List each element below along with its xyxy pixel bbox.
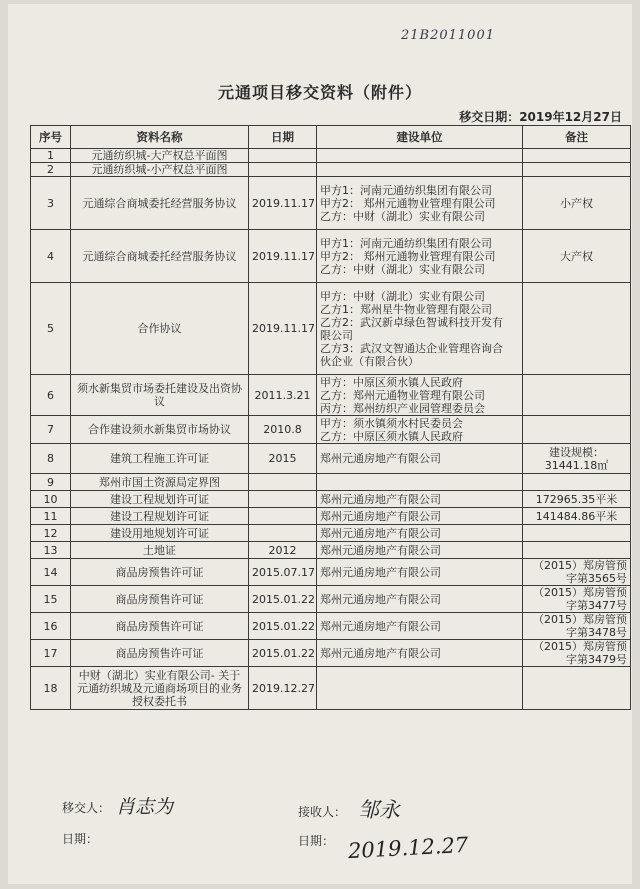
table-row	[31, 163, 631, 177]
document-name: 元通综合商城委托经营服务协议	[71, 177, 249, 230]
document-name: 合作建设须水新集贸市场协议	[71, 416, 249, 444]
document-date: 2015	[249, 444, 317, 474]
table-row	[31, 508, 631, 525]
construction-unit	[317, 542, 523, 559]
unit-line: 甲方1：河南元通纺织集团有限公司	[320, 183, 492, 197]
unit-line: 乙方：中财（湖北）实业有限公司	[320, 209, 485, 223]
handover-label: 移交人：	[62, 801, 111, 815]
unit-line: 乙方2：武汉新卓绿色智诚科技开发有	[320, 315, 503, 329]
remark: 172965.35平米	[523, 491, 631, 508]
document-name: 建设工程规划许可证	[71, 491, 249, 508]
remark	[523, 149, 631, 163]
row-number: 15	[31, 586, 71, 613]
document-date	[249, 149, 317, 163]
row-number: 6	[31, 375, 71, 416]
document-date: 2012	[249, 542, 317, 559]
document-page	[8, 4, 632, 884]
document-name: 商品房预售许可证	[71, 613, 249, 640]
document-name: 建设用地规划许可证	[71, 525, 249, 542]
construction-unit	[317, 163, 523, 177]
unit-line: 乙方：郑州元通物业管理有限公司	[320, 388, 485, 402]
transfer-table	[30, 125, 631, 710]
transfer-date: 移交日期：2019年12月27日	[459, 110, 622, 124]
document-name: 元通纺织城-大产权总平面图	[71, 149, 249, 163]
table-body	[31, 149, 631, 710]
remark: （2015）郑房管预字第3565号	[523, 559, 631, 586]
table-row	[31, 559, 631, 586]
unit-line: 郑州元通房地产有限公司	[320, 509, 441, 523]
construction-unit	[317, 375, 523, 416]
document-name: 元通纺织城-小产权总平面图	[71, 163, 249, 177]
row-number: 7	[31, 416, 71, 444]
construction-unit	[317, 508, 523, 525]
document-date: 2019.11.17	[249, 283, 317, 375]
table-row	[31, 542, 631, 559]
table-row	[31, 444, 631, 474]
row-number: 18	[31, 667, 71, 710]
row-number: 2	[31, 163, 71, 177]
construction-unit	[317, 586, 523, 613]
construction-unit	[317, 416, 523, 444]
remark: 建设规模：31441.18㎡	[523, 444, 631, 474]
document-date	[249, 508, 317, 525]
top-handwritten-note: 21B2011001	[401, 28, 495, 43]
document-name: 建设工程规划许可证	[71, 508, 249, 525]
remark: 大产权	[523, 230, 631, 283]
table-row	[31, 613, 631, 640]
document-name: 商品房预售许可证	[71, 640, 249, 667]
remark: 小产权	[523, 177, 631, 230]
construction-unit	[317, 613, 523, 640]
remark	[523, 667, 631, 710]
row-number: 5	[31, 283, 71, 375]
document-date	[249, 474, 317, 491]
document-name: 须水新集贸市场委托建设及出资协议	[71, 375, 249, 416]
row-number: 10	[31, 491, 71, 508]
unit-line: 郑州元通房地产有限公司	[320, 592, 441, 606]
table-row	[31, 416, 631, 444]
construction-unit	[317, 444, 523, 474]
unit-line: 郑州元通房地产有限公司	[320, 492, 441, 506]
unit-line: 甲方1：河南元通纺织集团有限公司	[320, 236, 492, 250]
unit-line: 甲方：中原区须水镇人民政府	[320, 375, 463, 389]
remark	[523, 416, 631, 444]
unit-line: 郑州元通房地产有限公司	[320, 619, 441, 633]
row-number: 13	[31, 542, 71, 559]
unit-line: 限公司	[320, 328, 353, 342]
table-row	[31, 640, 631, 667]
header-note: 备注	[523, 126, 631, 149]
unit-line: 乙方1：郑州星牛物业管理有限公司	[320, 302, 492, 316]
unit-line: 郑州元通房地产有限公司	[320, 452, 441, 465]
unit-line: 乙方：中财（湖北）实业有限公司	[320, 262, 485, 276]
remark	[523, 542, 631, 559]
row-number: 8	[31, 444, 71, 474]
construction-unit	[317, 640, 523, 667]
row-number: 4	[31, 230, 71, 283]
unit-line: 郑州元通房地产有限公司	[320, 565, 441, 579]
document-name: 合作协议	[71, 283, 249, 375]
remark	[523, 474, 631, 491]
date-label-left: 日期：	[62, 832, 99, 846]
unit-line: 甲方2： 郑州元通物业管理有限公司	[320, 249, 496, 263]
unit-line: 甲方2： 郑州元通物业管理有限公司	[320, 196, 496, 210]
document-date: 2019.12.27	[249, 667, 317, 710]
table-row	[31, 283, 631, 375]
remark	[523, 375, 631, 416]
handover-signature: 肖志为	[116, 796, 174, 818]
header-no: 序号	[31, 126, 71, 149]
table-row	[31, 149, 631, 163]
header-unit: 建设单位	[317, 126, 523, 149]
row-number: 14	[31, 559, 71, 586]
document-date: 2011.3.21	[249, 375, 317, 416]
document-date: 2019.11.17	[249, 177, 317, 230]
document-name: 商品房预售许可证	[71, 559, 249, 586]
document-date	[249, 525, 317, 542]
row-number: 17	[31, 640, 71, 667]
document-name: 元通综合商城委托经营服务协议	[71, 230, 249, 283]
remark: 141484.86平米	[523, 508, 631, 525]
document-name: 郑州市国土资源局定界图	[71, 474, 249, 491]
construction-unit	[317, 474, 523, 491]
unit-line: 郑州元通房地产有限公司	[320, 526, 441, 540]
row-number: 1	[31, 149, 71, 163]
table-row	[31, 491, 631, 508]
header-name: 资料名称	[71, 126, 249, 149]
row-number: 9	[31, 474, 71, 491]
document-name: 建筑工程施工许可证	[71, 444, 249, 474]
table-row	[31, 230, 631, 283]
table-row	[31, 177, 631, 230]
document-date: 2015.01.22	[249, 613, 317, 640]
remark: （2015）郑房管预字第3477号	[523, 586, 631, 613]
row-number: 3	[31, 177, 71, 230]
remark	[523, 525, 631, 542]
header-date: 日期	[249, 126, 317, 149]
document-date	[249, 163, 317, 177]
document-date: 2015.01.22	[249, 586, 317, 613]
construction-unit	[317, 525, 523, 542]
document-date: 2015.01.22	[249, 640, 317, 667]
unit-line: 郑州元通房地产有限公司	[320, 543, 441, 557]
row-number: 11	[31, 508, 71, 525]
table-row	[31, 667, 631, 710]
receiver-label: 接收人：	[298, 805, 347, 819]
row-number: 16	[31, 613, 71, 640]
construction-unit	[317, 283, 523, 375]
document-date: 2015.07.17	[249, 559, 317, 586]
remark: （2015）郑房管预字第3478号	[523, 613, 631, 640]
row-number: 12	[31, 525, 71, 542]
unit-line: 乙方：中原区须水镇人民政府	[320, 429, 463, 443]
unit-line: 丙方：郑州纺织产业园管理委员会	[320, 401, 485, 415]
receiver-signature: 邹永	[358, 798, 400, 822]
construction-unit	[317, 491, 523, 508]
date-label-right: 日期：	[298, 834, 335, 848]
construction-unit	[317, 149, 523, 163]
document-name: 土地证	[71, 542, 249, 559]
construction-unit	[317, 667, 523, 710]
table-row	[31, 525, 631, 542]
table-row	[31, 474, 631, 491]
construction-unit	[317, 559, 523, 586]
document-name: 商品房预售许可证	[71, 586, 249, 613]
receiver-date-handwritten: 2019.12.27	[347, 832, 469, 864]
table-row	[31, 586, 631, 613]
unit-line: 甲方：中财（湖北）实业有限公司	[320, 289, 485, 303]
unit-line: 郑州元通房地产有限公司	[320, 646, 441, 660]
page-title: 元通项目移交资料（附件）	[217, 83, 422, 102]
document-name: 中财（湖北）实业有限公司- 关于元通纺织城及元通商场项目的业务授权委托书	[71, 667, 249, 710]
document-date: 2010.8	[249, 416, 317, 444]
construction-unit	[317, 177, 523, 230]
table-row	[31, 375, 631, 416]
table-header-row	[31, 126, 631, 149]
unit-line: 甲方：须水镇须水村民委员会	[320, 416, 463, 430]
document-date	[249, 491, 317, 508]
unit-line: 伙企业（有限合伙）	[320, 354, 419, 368]
construction-unit	[317, 230, 523, 283]
remark: （2015）郑房管预字第3479号	[523, 640, 631, 667]
unit-line: 乙方3：武汉文智通达企业管理咨询合	[320, 341, 503, 355]
document-date: 2019.11.17	[249, 230, 317, 283]
remark	[523, 163, 631, 177]
remark	[523, 283, 631, 375]
